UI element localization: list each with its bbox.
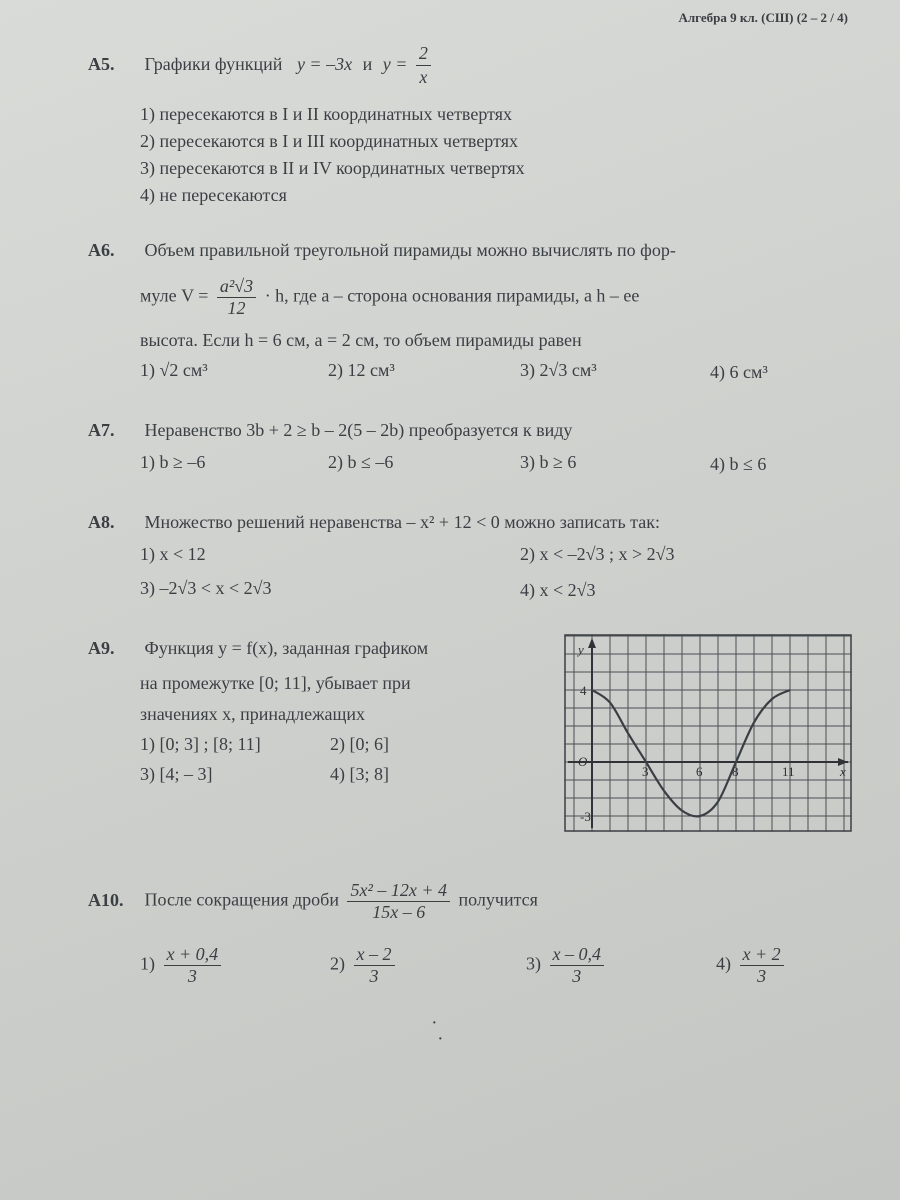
option-a7-2: 2) b ≤ –6	[328, 452, 394, 472]
option-a10-1	[140, 944, 225, 987]
task-text-tail: получится	[458, 889, 538, 910]
tick-label-y-4: 4	[580, 683, 587, 698]
option-label: 2)	[330, 953, 345, 974]
ink-mark-dot: ·	[438, 1032, 443, 1047]
task-text: Графики функций	[144, 54, 283, 75]
x-axis-label: x	[840, 764, 846, 779]
origin-label: O	[578, 754, 588, 769]
fraction-numerator: 5x² – 12x + 4	[347, 880, 450, 902]
axis-labels	[576, 642, 846, 824]
option-a6-3: 3) 2√3 см³	[520, 360, 597, 380]
option-a6-1: 1) √2 см³	[140, 360, 208, 380]
fraction-denominator: x	[419, 67, 428, 88]
function-graph	[564, 634, 852, 832]
fraction-denominator: 3	[757, 966, 767, 986]
grid-lines	[564, 634, 852, 832]
task-number: А6.	[88, 240, 115, 260]
option-label: 3)	[526, 953, 541, 974]
reduced-fraction	[347, 880, 450, 923]
option-a9-2: 2) [0; 6]	[330, 734, 389, 754]
task-a6	[88, 240, 676, 261]
task-a10	[88, 880, 538, 923]
option-a6-2: 2) 12 см³	[328, 360, 395, 380]
fraction-numerator: x – 2	[354, 944, 395, 966]
tick-label-y-minus-3: -3	[580, 809, 591, 824]
tick-label-x-11: 11	[782, 764, 795, 779]
fraction-denominator: 12	[227, 298, 246, 318]
option-a7-3: 3) b ≥ 6	[520, 452, 577, 472]
fraction-numerator: x – 0,4	[550, 944, 605, 966]
task-number: А5.	[88, 54, 115, 75]
fraction-numerator: x + 2	[740, 944, 784, 966]
option-fraction	[354, 944, 395, 987]
task-a9-line-3: значениях x, принадлежащих	[140, 704, 366, 724]
fraction-denominator: 3	[369, 966, 379, 986]
formula-2-lhs: y =	[382, 54, 408, 75]
formula-suffix: · h, где a – сторона основания пирамиды, а h – ее	[264, 285, 640, 306]
task-number: А8.	[88, 512, 115, 532]
conjunction: и	[362, 54, 373, 75]
option-a8-3: 3) –2√3 < x < 2√3	[140, 578, 272, 598]
ink-mark-dot: ·	[432, 1016, 437, 1031]
task-text: После сокращения дроби	[144, 889, 339, 910]
task-a8	[88, 512, 660, 533]
fraction-numerator: 2	[416, 42, 431, 66]
task-number: А10.	[88, 889, 124, 910]
tick-label-x-3: 3	[642, 764, 649, 779]
fraction-denominator: 3	[187, 966, 197, 986]
option-fraction	[164, 944, 222, 987]
option-a10-2	[330, 944, 399, 987]
task-text: Неравенство 3b + 2 ≥ b – 2(5 – 2b) преобразуется к виду	[144, 420, 573, 440]
fraction-denominator: 15x – 6	[372, 902, 426, 922]
task-text-line-1: Функция y = f(x), заданная графиком	[144, 638, 429, 658]
task-text: Множество решений неравенства – x² + 12 < 0 можно записать так:	[144, 512, 660, 532]
tick-label-x-6: 6	[696, 764, 703, 779]
task-a6-line-3: высота. Если h = 6 см, a = 2 см, то объем пирамиды равен	[140, 330, 582, 350]
option-a10-4	[716, 944, 788, 987]
option-a8-1: 1) x < 12	[140, 544, 206, 564]
tick-label-x-8: 8	[732, 764, 739, 779]
task-a6-line-2	[140, 276, 639, 319]
formula-2-fraction	[416, 42, 431, 90]
option-a9-4: 4) [3; 8]	[330, 764, 389, 784]
task-number: А7.	[88, 420, 115, 440]
y-axis-arrow	[588, 638, 596, 648]
volume-formula-fraction	[217, 276, 256, 319]
option-a9-1: 1) [0; 3] ; [8; 11]	[140, 734, 261, 754]
option-label: 4)	[716, 953, 731, 974]
task-text-line-1: Объем правильной треугольной пирамиды можно вычислять по фор-	[144, 240, 676, 260]
task-a7	[88, 420, 572, 441]
task-a9-line-2: на промежутке [0; 11], убывает при	[140, 673, 411, 693]
formula-prefix: муле V =	[140, 285, 209, 306]
fraction-numerator: a²√3	[217, 276, 256, 298]
formula-1: y = –3x	[296, 54, 353, 75]
option-fraction	[550, 944, 605, 987]
task-a5	[88, 42, 435, 90]
option-a8-2: 2) x < –2√3 ; x > 2√3	[520, 544, 675, 564]
option-fraction	[740, 944, 784, 987]
option-a9-3: 3) [4; – 3]	[140, 764, 213, 784]
option-a8-4: 4) x < 2√3	[520, 580, 596, 600]
option-label: 1)	[140, 953, 155, 974]
option-a10-3	[526, 944, 608, 987]
task-number: А9.	[88, 638, 115, 658]
function-curve	[592, 690, 790, 816]
option-a7-1: 1) b ≥ –6	[140, 452, 206, 472]
option-a7-4: 4) b ≤ 6	[710, 454, 767, 474]
option-a5-3: 3) пересекаются в II и IV координатных четвертях	[140, 158, 525, 178]
task-a9	[88, 638, 428, 659]
fraction-numerator: x + 0,4	[164, 944, 222, 966]
fraction-denominator: 3	[572, 966, 582, 986]
option-a5-4: 4) не пересекаются	[140, 185, 287, 205]
option-a6-4: 4) 6 см³	[710, 362, 768, 382]
option-a5-1: 1) пересекаются в I и II координатных четвертях	[140, 104, 512, 124]
y-axis-label: y	[578, 642, 584, 657]
page-header: Алгебра 9 кл. (СШ) (2 – 2 / 4)	[678, 10, 848, 25]
option-a5-2: 2) пересекаются в I и III координатных четвертях	[140, 131, 518, 151]
